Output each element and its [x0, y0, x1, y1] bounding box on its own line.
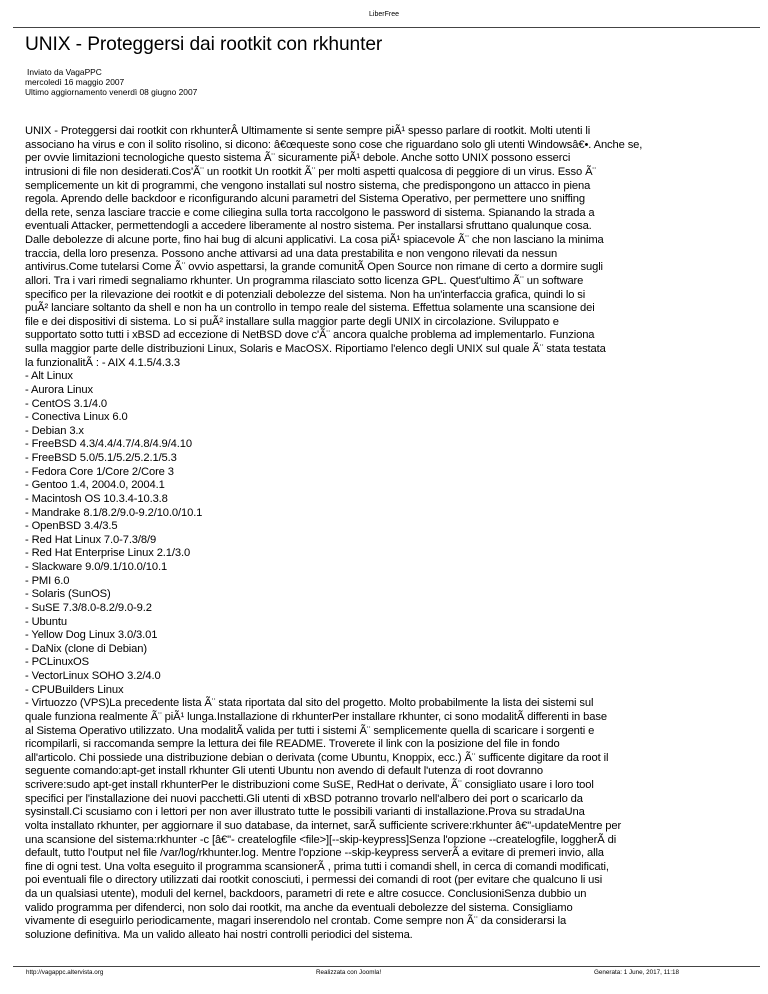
article-line: - Fedora Core 1/Core 2/Core 3 [25, 465, 174, 478]
article-line: ricompilarli, si raccomanda sempre la lettura dei file README. Troverete il link con la posizione del file in fondo [25, 738, 560, 751]
footer-divider [13, 966, 760, 967]
article-line: associano ha virus e con il solito risolino, si dicono: â€œqueste sono cose che riguardano solo gli utenti Windowsâ€•. Anche se, [25, 138, 643, 151]
article-line: all'articolo. Chi possiede una distribuzione debian o derivata (come Ubuntu, Knoppix, ecc.) Ã¨ sufficente digitare da root il [25, 751, 609, 764]
article-line: - CPUBuilders Linux [25, 683, 124, 696]
site-header: LiberFree [369, 11, 399, 18]
article-line: da un qualsiasi utente), moduli del kernel, backdoors, parametri di rete e altre cosucce. ConclusioniSenza dubbio un [25, 888, 587, 900]
article-line: Dalle debolezze di alcune porte, fino hai bug di alcuni applicativi. La cosa piÃ¹ spiacevole Ã¨ che non lasciano la minima [25, 234, 604, 246]
article-line: - Yellow Dog Linux 3.0/3.01 [25, 629, 158, 642]
article-line: - FreeBSD 4.3/4.4/4.7/4.8/4.9/4.10 [25, 438, 192, 451]
article-line: - OpenBSD 3.4/3.5 [25, 520, 118, 533]
article-line: supportato sotto tutti i xBSD ad eccezione di NetBSD dove c'Ã¨ ancora qualche problema ad implementarlo. Funziona [25, 329, 595, 342]
article-line: file e dei dispositivi di sistema. Lo si puÃ² installare sulla maggior parte degli UNIX in circolazione. Sviluppato e [25, 315, 559, 328]
article-line: - VectorLinux SOHO 3.2/4.0 [25, 670, 161, 682]
article-line: - SuSE 7.3/8.0-8.2/9.0-9.2 [25, 601, 152, 614]
article-line: antivirus.Come tutelarsi Come Ã¨ ovvio aspettarsi, la grande comunitÃ Open Source non rimane di certo a dormire sugli [25, 261, 603, 274]
article-meta [25, 67, 197, 97]
article-line: - Debian 3.x [25, 424, 84, 437]
footer-generated: Generata: 1 June, 2017, 11:18 [594, 969, 679, 976]
article-line: seguente comando:apt-get install rkhunter Gli utenti Ubuntu non avendo di default l'utenza di root dovranno [25, 765, 543, 778]
article-date: mercoledì 16 maggio 2007 [25, 77, 125, 87]
article-body [25, 125, 755, 943]
footer-powered-by: Realizzata con Joomla! [316, 969, 382, 976]
article-line: default, tutto l'output nel file /var/log/rkhunter.log. Mentre l'opzione --skip-keypress serverÃ a evitare di premeri invio, alla [25, 847, 604, 860]
article-line: - PMI 6.0 [25, 574, 70, 587]
article-line: per ovvie limitazioni tecnologiche questo sistema Ã¨ sicuramente piÃ¹ debole. Anche sotto UNIX possono esserci [25, 152, 571, 165]
article-line: valido programma per difenderci, non solo dai rootkit, ma anche da eventuali debolezze del sistema. Consigliamo [25, 901, 573, 914]
article-line: - Virtuozzo (VPS)La precedente lista Ã¨ stata riportata dal sito del progetto. Molto probabilmente la lista dei sistemi sul [25, 697, 594, 710]
article-line: - CentOS 3.1/4.0 [25, 397, 108, 410]
article-line: - DaNix (clone di Debian) [25, 642, 147, 655]
article-line: della rete, senza lasciare traccie e come ciliegina sulla torta raccolgono le password di sistema. Spianando la strada a [25, 206, 595, 219]
article-line: puÃ² lanciare soltanto da shell e non ha un controllo in tempo reale del sistema. Effettua solamente una scansione dei [25, 302, 595, 315]
article-line: regola. Aprendo delle backdoor e riconfigurando alcuni parametri del Sistema Operativo, per permettere uno sniffing [25, 193, 585, 206]
article-line: - Slackware 9.0/9.1/10.0/10.1 [25, 561, 168, 573]
article-line: scrivere:sudo apt-get install rkhunterPer le distribuzioni come SuSE, RedHat o derivate, Ã¨ consigliato usare i loro tool [25, 779, 594, 791]
article-line: eventuali Attacker, permettendogli a accedere liberamente al nostro sistema. Per installarsi sfruttano qualunque cosa. [25, 220, 592, 233]
article-paragraph [25, 125, 755, 943]
article-updated: Ultimo aggiornamento venerdì 08 giugno 2007 [25, 87, 198, 97]
article-line: la funzionalitÃ : - AIX 4.1.5/4.3.3 [25, 356, 181, 369]
article-line: soluzione definitiva. Ma un valido alleato hai nostri controlli periodici del sistema. [25, 928, 413, 941]
article-line: - FreeBSD 5.0/5.1/5.2/5.2.1/5.3 [25, 452, 177, 464]
article-line: intrusioni di file non desiderati.Cos'Ã¨ un rootkit Un rootkit Ã¨ per molti aspetti qualcosa di peggiore di un virus. Esso Ã¨ [25, 165, 597, 178]
article-line: UNIX - Proteggersi dai rootkit con rkhunterÂ Ultimamente si sente sempre piÃ¹ spesso parlare di rootkit. Molti utenti li [25, 125, 591, 137]
article-title: UNIX - Proteggersi dai rootkit con rkhunter [25, 34, 383, 55]
article-line: - Red Hat Linux 7.0-7.3/8/9 [25, 533, 157, 546]
header-divider [13, 27, 760, 28]
article-line: - PCLinuxOS [25, 656, 89, 669]
article-line: - Solaris (SunOS) [25, 588, 111, 601]
article-line: quale funziona realmente Ã¨ piÃ¹ lunga.Installazione di rkhunterPer installare rkhunter, ci sono modalitÃ differenti in base [25, 710, 607, 723]
article-line: sulla maggior parte delle distribuzioni Linux, Solaris e MacOSX. Riportiamo l'elenco degli UNIX sul quale Ã¨ stata testata [25, 343, 606, 355]
article-line: sysinstall.Ci scusiamo con i lettori per non aver illustrato tutte le possibili varianti di installazione.Prova su stradaUna [25, 806, 585, 819]
article-line: - Alt Linux [25, 370, 73, 383]
article-line: - Gentoo 1.4, 2004.0, 2004.1 [25, 479, 165, 492]
article-line: al Sistema Operativo utilizzato. Una modalitÃ valida per tutti i sistemi Ã¨ semplicemente quella di scaricare i sorgenti e [25, 724, 595, 737]
article-line: vivamente di eseguirlo periodicamente, magari inserendolo nel crontab. Come sempre non Ã¨ da considerarsi la [25, 915, 567, 928]
article-line: - Conectiva Linux 6.0 [25, 411, 128, 424]
article-line: specifici per l'installazione dei nuovi pacchetti.Gli utenti di xBSD potranno trovarlo nell'albero dei port o scaricarlo da [25, 792, 583, 805]
article-line: semplicemente un kit di programmi, che vengono installati sul nostro sistema, che predispongono un attacco in piena [25, 179, 591, 192]
article-line: - Ubuntu [25, 615, 67, 628]
article-line: poi eventuali file o directory utilizzati dai rootkit conosciuti, i permessi dei comandi di root (per evitare che qualcuno li usi [25, 874, 603, 887]
article-line: - Aurora Linux [25, 383, 93, 396]
article-author: Inviato da VagaPPC [27, 67, 102, 77]
article-line: una scansione del sistema:rkhunter -c [â€"- createlogfile <file>][--skip-keypress]Senza l'opzione --createlogfile, loggherÃ di [25, 833, 617, 846]
article-line: fine di ogni test. Una volta eseguito il programma scansionerÃ , prima tutti i comandi shell, in cerca di comandi modificati, [25, 860, 609, 873]
article-line: volta installato rkhunter, per aggiornare il suo database, da internet, sarÃ sufficiente scrivere:rkhunter â€"-updateMentre per [25, 819, 622, 832]
article-line: - Macintosh OS 10.3.4-10.3.8 [25, 492, 168, 505]
article-line: allori. Tra i vari rimedi segnaliamo rkhunter. Un programma rilasciato sotto licenza GPL. Quest'ultimo Ã¨ un software [25, 274, 584, 287]
footer-url[interactable]: http://vagappc.altervista.org [26, 969, 104, 976]
article-line: specifico per la rilevazione dei rootkit e di potenziali debolezze del sistema. Non ha un'interfaccia grafica, quindi lo si [25, 288, 586, 301]
article-line: - Red Hat Enterprise Linux 2.1/3.0 [25, 547, 191, 560]
article-line: traccia, della loro presenza. Possono anche attivarsi ad una data prestabilita e non vengono rilevati da nessun [25, 247, 558, 260]
article-line: - Mandrake 8.1/8.2/9.0-9.2/10.0/10.1 [25, 506, 203, 519]
